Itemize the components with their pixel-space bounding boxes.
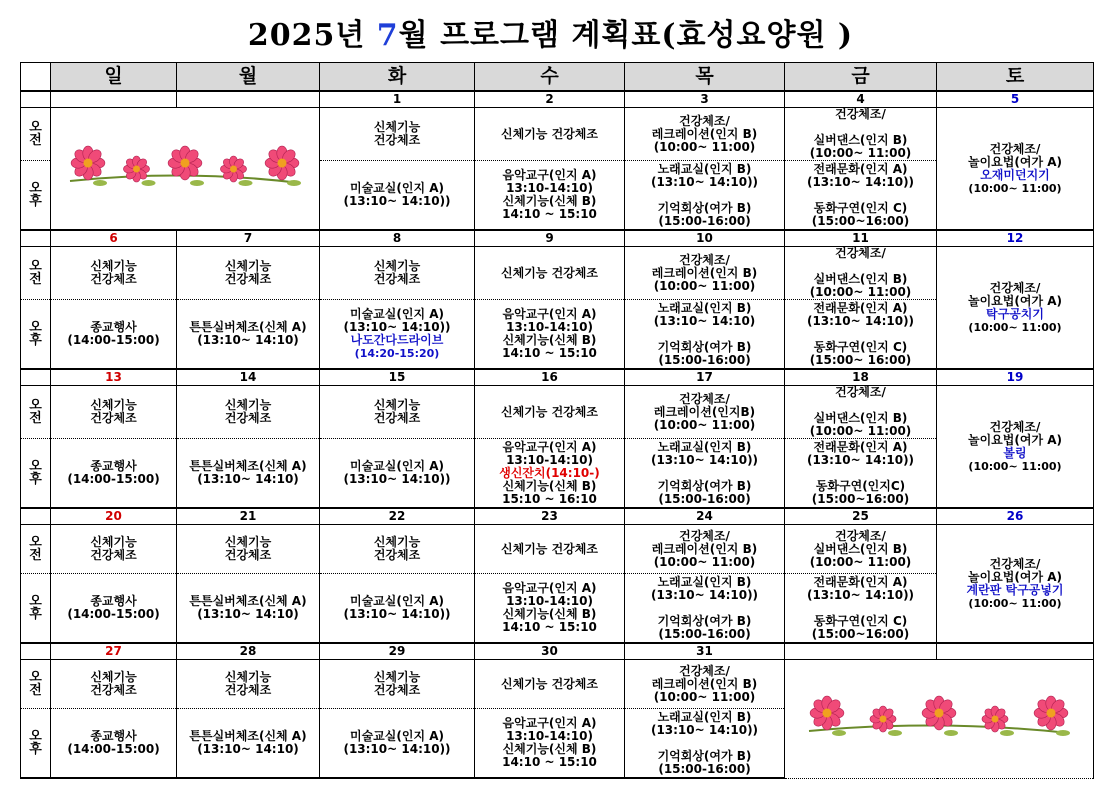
cell-line: 놀이요법(여가 A) bbox=[968, 569, 1062, 584]
date-number: 16 bbox=[475, 369, 625, 386]
date-row bbox=[21, 91, 1094, 108]
date-number: 14 bbox=[177, 369, 320, 386]
flower-garland-icon bbox=[799, 689, 1079, 749]
cell-line: 13:10-14:10) bbox=[506, 452, 593, 467]
date-number: 26 bbox=[937, 508, 1094, 525]
am-program: 신체기능 건강체조 bbox=[177, 386, 320, 439]
am-program: 신체기능 건강체조 bbox=[320, 108, 475, 161]
date-row bbox=[21, 230, 1094, 247]
am-program: 신체기능 건강체조 bbox=[177, 525, 320, 574]
am-program: 신체기능 건강체조 bbox=[51, 660, 177, 709]
am-program: 신체기능 건강체조 bbox=[51, 525, 177, 574]
weekday-header-row bbox=[21, 63, 1094, 92]
pm-row bbox=[21, 439, 1094, 509]
am-program: 신체기능 건강체조 bbox=[475, 247, 625, 300]
cell-line: 15:10 ~ 16:10 bbox=[502, 491, 597, 506]
pm-program: 튼튼실버체조(신체 A) (13:10~ 14:10) bbox=[177, 300, 320, 370]
am-program: 건강체조/ 레크레이션(인지 B) (10:00~ 11:00) bbox=[625, 247, 785, 300]
date-row bbox=[21, 369, 1094, 386]
am-program: 신체기능 건강체조 bbox=[320, 525, 475, 574]
weekday-thu: 목 bbox=[625, 63, 785, 92]
weekday-wed: 수 bbox=[475, 63, 625, 92]
am-program: 신체기능 건강체조 bbox=[475, 386, 625, 439]
date-label-cell bbox=[21, 91, 51, 108]
saturday-program bbox=[937, 108, 1094, 231]
date-number: 5 bbox=[937, 91, 1094, 108]
date-number: 6 bbox=[51, 230, 177, 247]
pm-program: 전래문화(인지 A) (13:10~ 14:10)) 동화구연(인지C) (15:00~16:00) bbox=[785, 439, 937, 509]
am-program: 건강체조/ 실버댄스(인지 B) (10:00~ 11:00) bbox=[785, 386, 937, 439]
weekday-mon: 월 bbox=[177, 63, 320, 92]
date-row bbox=[21, 643, 1094, 660]
pm-label: 오 후 bbox=[21, 439, 51, 509]
cell-line: 생신잔치(14:10-) bbox=[499, 465, 600, 480]
date-number: 2 bbox=[475, 91, 625, 108]
pm-program: 음악교구(인지 A) 13:10-14:10) 신체기능(신체 B) 14:10 ~ 15:10 bbox=[475, 300, 625, 370]
am-row bbox=[21, 660, 1094, 709]
am-program: 신체기능 건강체조 bbox=[177, 247, 320, 300]
pm-label: 오 후 bbox=[21, 709, 51, 779]
am-program: 신체기능 건강체조 bbox=[51, 247, 177, 300]
date-number: 24 bbox=[625, 508, 785, 525]
weekday-fri: 금 bbox=[785, 63, 937, 92]
pm-label: 오 후 bbox=[21, 300, 51, 370]
date-number: 9 bbox=[475, 230, 625, 247]
pm-label: 오 후 bbox=[21, 161, 51, 231]
date-number: 27 bbox=[51, 643, 177, 660]
date-number: 17 bbox=[625, 369, 785, 386]
am-program: 건강체조/ 레크레이션(인지 B) (10:00~ 11:00) bbox=[625, 108, 785, 161]
pm-program: 종교행사 (14:00-15:00) bbox=[51, 709, 177, 779]
pm-program: 미술교실(인지 A) (13:10~ 14:10)) bbox=[320, 439, 475, 509]
pm-program: 노래교실(인지 B) (13:10~ 14:10)) 기억회상(여가 B) (15:00-16:00) bbox=[625, 574, 785, 644]
pm-program: 음악교구(인지 A) 13:10-14:10) 신체기능(신체 B) 14:10 ~ 15:10 bbox=[475, 709, 625, 779]
cell-line: 계란판 탁구공넣기 bbox=[966, 582, 1064, 597]
pm-program: 종교행사 (14:00-15:00) bbox=[51, 574, 177, 644]
flower-decoration bbox=[51, 108, 320, 231]
date-number: 19 bbox=[937, 369, 1094, 386]
am-label: 오 전 bbox=[21, 525, 51, 574]
pm-program: 종교행사 (14:00-15:00) bbox=[51, 439, 177, 509]
am-program: 건강체조/ 실버댄스(인지 B) (10:00~ 11:00) bbox=[785, 247, 937, 300]
pm-program: 종교행사 (14:00-15:00) bbox=[51, 300, 177, 370]
pm-program: 미술교실(인지 A) (13:10~ 14:10)) 나도간다드라이브 (14:20-15:20) bbox=[320, 300, 475, 370]
pm-program: 미술교실(인지 A) (13:10~ 14:10)) bbox=[320, 574, 475, 644]
am-program: 건강체조/ 실버댄스(인지 B) (10:00~ 11:00) bbox=[785, 525, 937, 574]
am-program: 건강체조/ 레크레이션(인지 B) (10:00~ 11:00) bbox=[625, 525, 785, 574]
pm-program: 전래문화(인지 A) (13:10~ 14:10)) 동화구연(인지 C) (15:00~16:00) bbox=[785, 574, 937, 644]
date-number: 7 bbox=[177, 230, 320, 247]
program-calendar bbox=[20, 62, 1094, 779]
date-number: 15 bbox=[320, 369, 475, 386]
weekday-sat: 토 bbox=[937, 63, 1094, 92]
saturday-program bbox=[937, 247, 1094, 370]
cell-line: 건강체조/ bbox=[989, 280, 1041, 295]
date-number: 11 bbox=[785, 230, 937, 247]
cell-line: 신체기능(신체 B) bbox=[502, 478, 597, 493]
cell-line: (14:20-15:20) bbox=[354, 347, 440, 360]
am-program: 건강체조/ 실버댄스(인지 B) (10:00~ 11:00) bbox=[785, 108, 937, 161]
date-label-cell bbox=[21, 508, 51, 525]
date-number: 12 bbox=[937, 230, 1094, 247]
date-number: 23 bbox=[475, 508, 625, 525]
am-program: 건강체조/ 레크레이션(인지B) (10:00~ 11:00) bbox=[625, 386, 785, 439]
date-number bbox=[177, 91, 320, 108]
cell-line: 놀이요법(여가 A) bbox=[968, 432, 1062, 447]
pm-row bbox=[21, 300, 1094, 370]
am-row bbox=[21, 386, 1094, 439]
am-program: 건강체조/ 레크레이션(인지 B) (10:00~ 11:00) bbox=[625, 660, 785, 709]
date-number: 22 bbox=[320, 508, 475, 525]
saturday-program bbox=[937, 386, 1094, 509]
date-number: 25 bbox=[785, 508, 937, 525]
cell-line: 탁구공치기 bbox=[986, 306, 1044, 321]
date-number: 3 bbox=[625, 91, 785, 108]
pm-program: 전래문화(인지 A) (13:10~ 14:10)) 동화구연(인지 C) (15:00~ 16:00) bbox=[785, 300, 937, 370]
date-number: 18 bbox=[785, 369, 937, 386]
cell-line: 건강체조/ bbox=[989, 141, 1041, 156]
pm-label: 오 후 bbox=[21, 574, 51, 644]
am-program: 신체기능 건강체조 bbox=[475, 660, 625, 709]
pm-program: 노래교실(인지 B) (13:10~ 14:10)) 기억회상(여가 B) (15:00-16:00) bbox=[625, 439, 785, 509]
cell-line: 오재미던지기 bbox=[980, 167, 1050, 182]
pm-program: 전래문화(인지 A) (13:10~ 14:10)) 동화구연(인지 C) (15:00~16:00) bbox=[785, 161, 937, 231]
weeks-body bbox=[21, 91, 1094, 778]
date-number: 21 bbox=[177, 508, 320, 525]
pm-row bbox=[21, 574, 1094, 644]
weekday-sun: 일 bbox=[51, 63, 177, 92]
date-number: 20 bbox=[51, 508, 177, 525]
cell-line: 놀이요법(여가 A) bbox=[968, 154, 1062, 169]
pm-program: 노래교실(인지 B) (13:10~ 14:10) 기억회상(여가 B) (15:00-16:00) bbox=[625, 300, 785, 370]
am-program: 신체기능 건강체조 bbox=[320, 386, 475, 439]
cell-line: 건강체조/ bbox=[989, 556, 1041, 571]
pm-program: 노래교실(인지 B) (13:10~ 14:10)) 기억회상(여가 B) (15:00-16:00) bbox=[625, 161, 785, 231]
cell-line: (10:00~ 11:00) bbox=[968, 320, 1062, 334]
cell-line: (10:00~ 11:00) bbox=[968, 596, 1062, 610]
am-label: 오 전 bbox=[21, 108, 51, 161]
am-row bbox=[21, 108, 1094, 161]
pm-program: 음악교구(인지 A) 13:10-14:10) 신체기능(신체 B) 14:10 ~ 15:10 bbox=[475, 574, 625, 644]
weekday-tue: 화 bbox=[320, 63, 475, 92]
cell-line: (10:00~ 11:00) bbox=[968, 181, 1062, 195]
cell-line: 건강체조/ bbox=[989, 419, 1041, 434]
page-title: 2025년 7월 프로그램 계획표(효성요양원 ) bbox=[247, 18, 854, 53]
am-label: 오 전 bbox=[21, 660, 51, 709]
saturday-program bbox=[937, 525, 1094, 644]
cell-line: 음악교구(인지 A) bbox=[502, 439, 597, 454]
am-label: 오 전 bbox=[21, 247, 51, 300]
date-number: 4 bbox=[785, 91, 937, 108]
am-program: 신체기능 건강체조 bbox=[51, 386, 177, 439]
pm-program: 튼튼실버체조(신체 A) (13:10~ 14:10) bbox=[177, 574, 320, 644]
pm-program: 미술교실(인지 A) (13:10~ 14:10)) bbox=[320, 709, 475, 779]
am-label: 오 전 bbox=[21, 386, 51, 439]
date-label-cell bbox=[21, 230, 51, 247]
date-number: 28 bbox=[177, 643, 320, 660]
cell-line: (10:00~ 11:00) bbox=[968, 459, 1062, 473]
date-number bbox=[937, 643, 1094, 660]
date-number: 30 bbox=[475, 643, 625, 660]
date-number: 29 bbox=[320, 643, 475, 660]
am-program: 신체기능 건강체조 bbox=[320, 247, 475, 300]
date-number: 10 bbox=[625, 230, 785, 247]
pm-program: 미술교실(인지 A) (13:10~ 14:10)) bbox=[320, 161, 475, 231]
am-row bbox=[21, 247, 1094, 300]
corner-cell bbox=[21, 63, 51, 92]
date-label-cell bbox=[21, 369, 51, 386]
cell-line: 볼링 bbox=[1003, 445, 1027, 460]
pm-program: 튼튼실버체조(신체 A) (13:10~ 14:10) bbox=[177, 709, 320, 779]
date-number: 1 bbox=[320, 91, 475, 108]
am-program: 신체기능 건강체조 bbox=[177, 660, 320, 709]
pm-program bbox=[475, 439, 625, 509]
flower-decoration bbox=[785, 660, 1094, 779]
date-number: 8 bbox=[320, 230, 475, 247]
pm-program: 튼튼실버체조(신체 A) (13:10~ 14:10) bbox=[177, 439, 320, 509]
flower-garland-icon bbox=[60, 139, 310, 199]
cell-line: 놀이요법(여가 A) bbox=[968, 293, 1062, 308]
date-number: 31 bbox=[625, 643, 785, 660]
date-row bbox=[21, 508, 1094, 525]
am-row bbox=[21, 525, 1094, 574]
pm-program: 노래교실(인지 B) (13:10~ 14:10)) 기억회상(여가 B) (15:00-16:00) bbox=[625, 709, 785, 779]
cell-line: 나도간다드라이브 bbox=[350, 333, 444, 347]
date-number bbox=[51, 91, 177, 108]
date-number bbox=[785, 643, 937, 660]
pm-program: 음악교구(인지 A) 13:10-14:10) 신체기능(신체 B) 14:10 ~ 15:10 bbox=[475, 161, 625, 231]
am-program: 신체기능 건강체조 bbox=[475, 108, 625, 161]
date-label-cell bbox=[21, 643, 51, 660]
am-program: 신체기능 건강체조 bbox=[475, 525, 625, 574]
date-number: 13 bbox=[51, 369, 177, 386]
am-program: 신체기능 건강체조 bbox=[320, 660, 475, 709]
